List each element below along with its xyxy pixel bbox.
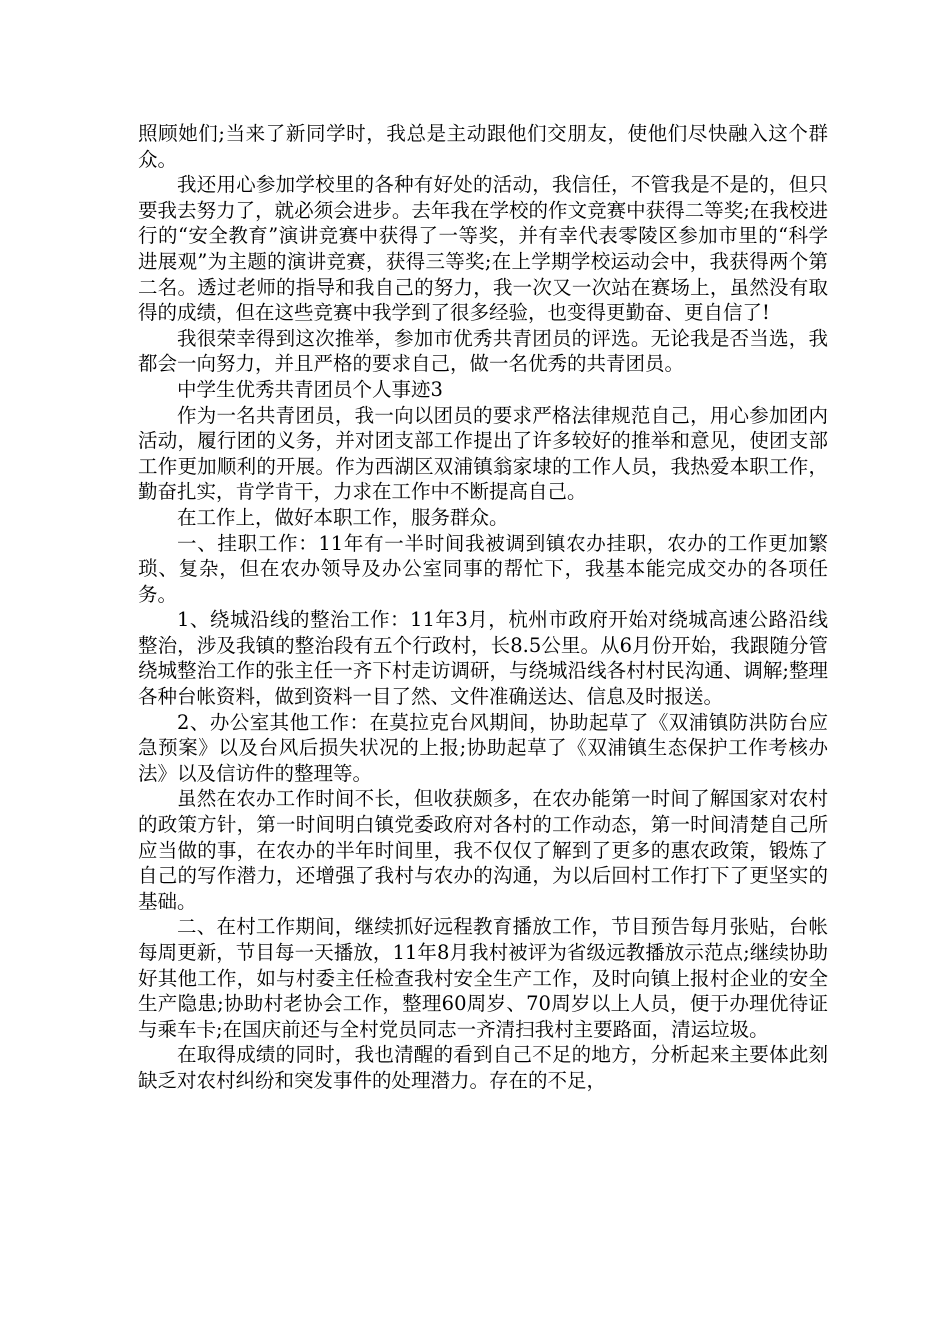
paragraph-ring-road: 1、绕城沿线的整治工作：11年3月，杭州市政府开始对绕城高速公路沿线整治，涉及我镇的整治段有五个行政村，长8.5公里。从6月份开始，我跟随分管绕城整治工作的张主任一齐下村走访调研，与绕城沿线各村村民沟通、调解;整理各种台帐资料，做到资料一目了然、文件准确送达、信息及时报送。 [138, 608, 828, 709]
document-body [138, 121, 828, 1094]
paragraph-honor: 我很荣幸得到这次推举，参加市优秀共青团员的评选。无论我是否当选，我都会一向努力，并且严格的要求自己，做一名优秀的共青团员。 [138, 326, 828, 376]
paragraph-shortcomings: 在取得成绩的同时，我也清醒的看到自己不足的地方，分析起来主要体此刻缺乏对农村纠纷和突发事件的处理潜力。存在的不足， [138, 1043, 828, 1092]
paragraph-village-work: 二、在村工作期间，继续抓好远程教育播放工作，节目预告每月张贴，台帐每周更新，节目每一天播放，11年8月我村被评为省级远教播放示范点;继续协助好其他工作，如与村委主任检查我村安全生产工作，及时向镇上报村企业的安全生产隐患;协助村老协会工作，整理60周岁、70周岁以上人员，便于办理优待证与乘车卡;在国庆前还与全村党员同志一齐清扫我村主要路面，清运垃圾。 [138, 915, 828, 1041]
paragraph-work-summary: 在工作上，做好本职工作，服务群众。 [177, 505, 509, 529]
section-title: 中学生优秀共青团员个人事迹3 [177, 377, 443, 401]
paragraph-gains: 虽然在农办工作时间不长，但收获颇多，在农办能第一时间了解国家对农村的政策方针，第一时间明白镇党委政府对各村的工作动态，第一时间清楚自己所应当做的事，在农办的半年时间里，我不仅仅了解到了更多的惠农政策，锻炼了自己的写作潜力，还增强了我村与农办的沟通，为以后回村工作打下了更坚实的基础。 [138, 787, 828, 913]
paragraph-posting-work: 一、挂职工作：11年有一半时间我被调到镇农办挂职，农办的工作更加繁琐、复杂，但在农办领导及办公室同事的帮忙下，我基本能完成交办的各项任务。 [138, 531, 828, 606]
paragraph-intro: 作为一名共青团员，我一向以团员的要求严格法律规范自己，用心参加团内活动，履行团的义务，并对团支部工作提出了许多较好的推举和意见，使团支部工作更加顺利的开展。作为西湖区双浦镇翁家埭的工作人员，我热爱本职工作，勤奋扎实，肯学肯干，力求在工作中不断提高自己。 [138, 403, 828, 504]
paragraph-continuation: 照顾她们;当来了新同学时，我总是主动跟他们交朋友，使他们尽快融入这个群众。 [138, 122, 828, 171]
paragraph-activities: 我还用心参加学校里的各种有好处的活动，我信任，不管我是不是的，但只要我去努力了，就必须会进步。去年我在学校的作文竞赛中获得二等奖;在我校进行的“安全教育”演讲竞赛中获得了一等奖，并有幸代表零陵区参加市里的“科学进展观”为主题的演讲竞赛，获得三等奖;在上学期学校运动会中，我获得两个第二名。透过老师的指导和我自己的努力，我一次又一次站在赛场上，虽然没有取得的成绩，但在这些竞赛中我学到了很多经验，也变得更勤奋、更自信了! [138, 173, 828, 325]
paragraph-office-work: 2、办公室其他工作：在莫拉克台风期间，协助起草了《双浦镇防洪防台应急预案》以及台风后损失状况的上报;协助起草了《双浦镇生态保护工作考核办法》以及信访件的整理等。 [138, 710, 828, 785]
